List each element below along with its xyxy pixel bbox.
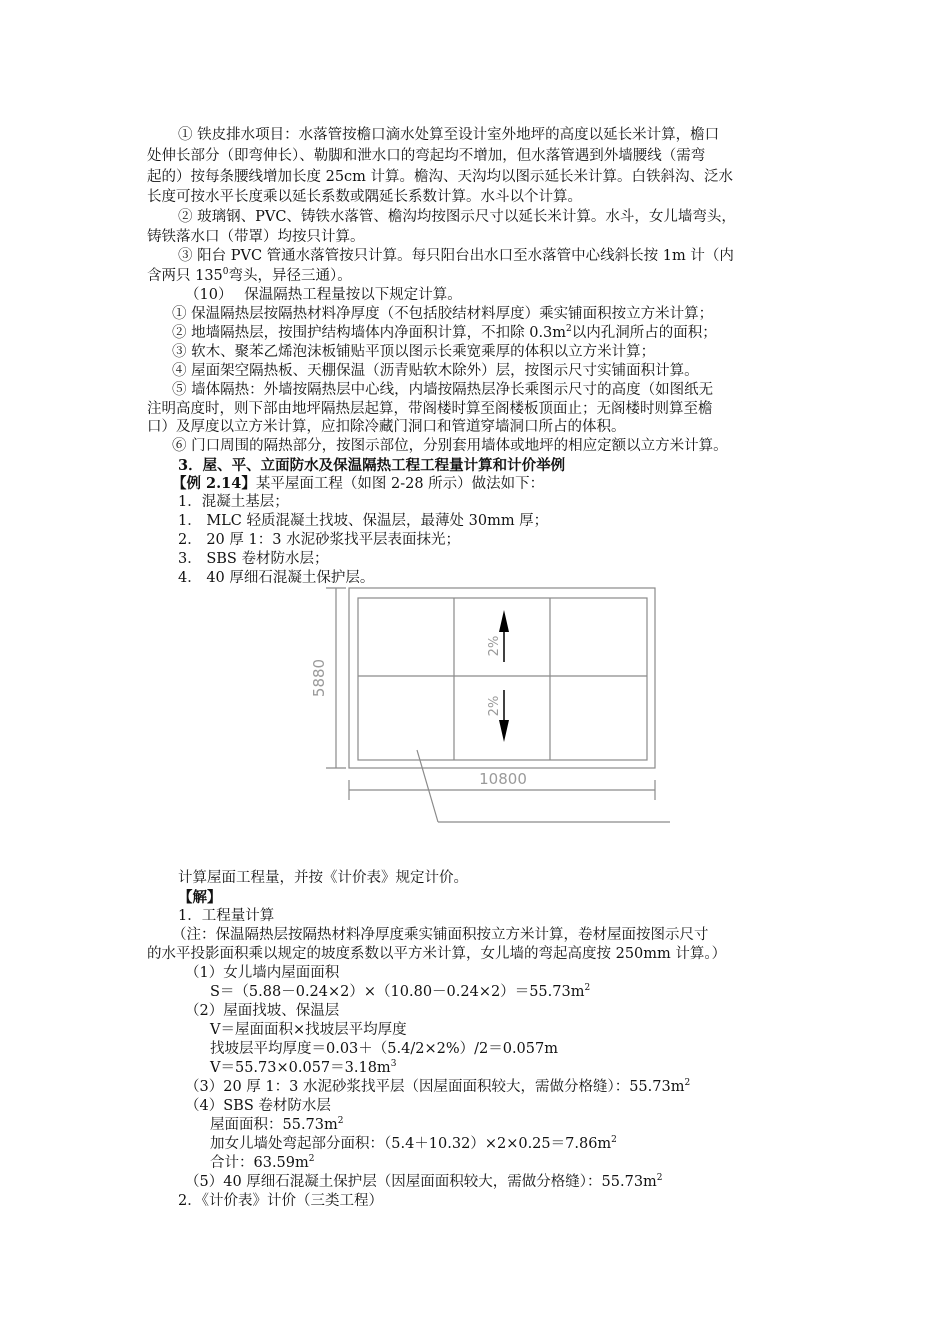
text-line: 的水平投影面积乘以规定的坡度系数以平方米计算，女儿墙的弯起高度按 250mm 计算。）	[147, 946, 727, 962]
leader-line	[417, 750, 438, 822]
text-line: 计算屋面工程量，并按《计价表》规定计价。	[178, 870, 468, 886]
text-span: S＝（5.88－0.24×2）×（10.80－0.24×2）＝55.73m	[210, 984, 585, 1000]
text-span: 以内孔洞所占的面积；	[571, 325, 717, 341]
text-line	[172, 324, 717, 343]
text-span: 某平屋面工程（如图 2-28 所示）做法如下：	[255, 476, 545, 492]
text-line: ⑥ 门口周围的隔热部分，按图示部位，分别套用墙体或地坪的相应定额以立方米计算。	[172, 438, 728, 454]
superscript: 2	[308, 1154, 315, 1165]
text-span: 加女儿墙处弯起部分面积：（5.4＋10.32）×2×0.25＝7.86m	[210, 1136, 612, 1152]
superscript: 2	[684, 1078, 691, 1089]
superscript: 2	[611, 1135, 617, 1146]
text-line: 1．工程量计算	[178, 908, 275, 924]
text-span: 合计：63.59m	[210, 1155, 309, 1171]
superscript: 2	[337, 1116, 344, 1127]
text-span: 含两只 135	[147, 268, 223, 284]
text-span: （5）40 厚细石混凝土保护层（因屋面面积较大，需做分格缝）：55.73m	[185, 1174, 657, 1190]
text-line: 铸铁落水口（带罩）均按只计算。	[147, 229, 365, 245]
text-line: ① 铁皮排水项目：水落管按檐口滴水处算至设计室外地坪的高度以延长米计算，檐口	[178, 127, 720, 143]
text-line	[147, 267, 352, 286]
text-span: V＝55.73×0.057＝3.18m	[210, 1060, 391, 1076]
text-line: 处伸长部分（即弯伸长）、勒脚和泄水口的弯起均不增加，但水落管遇到外墙腰线（需弯	[147, 148, 706, 164]
text-line: ② 玻璃钢、PVC、铸铁水落管、檐沟均按图示尺寸以延长米计算。水斗，女儿墙弯头，	[178, 209, 736, 225]
superscript: 2	[584, 983, 591, 994]
slope-label-top: 2%	[487, 635, 502, 657]
parapet-outer-outline	[349, 588, 655, 768]
text-line: （4）SBS 卷材防水层	[185, 1098, 331, 1114]
list-item: 2． 20 厚 1：3 水泥砂浆找平层表面抹光；	[178, 532, 461, 548]
text-line	[210, 1059, 396, 1078]
list-item: 1． MLC 轻质混凝土找坡、保温层，最薄处 30mm 厚；	[178, 513, 549, 529]
text-line	[185, 1078, 690, 1097]
text-span: 屋面面积：55.73m	[210, 1117, 338, 1133]
text-line: ① 保温隔热层按隔热材料净厚度（不包括胶结材料厚度）乘实铺面积按立方米计算；	[172, 306, 714, 322]
superscript: 0	[222, 267, 229, 278]
text-line: 起的）按每条腰线增加长度 25cm 计算。檐沟、天沟均以图示延长米计算。白铁斜沟、泛水	[147, 169, 734, 185]
text-line: 2．《计价表》计价（三类工程）	[178, 1193, 383, 1209]
text-line	[210, 1135, 617, 1154]
text-line	[185, 1173, 663, 1192]
list-item: 3． SBS 卷材防水层；	[178, 551, 329, 567]
text-line: （1）女儿墙内屋面面积	[185, 965, 340, 981]
text-line: ③ 软木、聚苯乙烯泡沫板铺贴平顶以图示长乘宽乘厚的体积以立方米计算；	[172, 344, 656, 360]
list-item: 4． 40 厚细石混凝土保护层。	[178, 570, 375, 586]
text-line	[210, 983, 590, 1002]
text-line	[210, 1154, 315, 1173]
example-label: 【例 2.14】	[172, 475, 256, 492]
text-line: （注：保温隔热层按隔热材料净厚度乘实铺面积按立方米计算，卷材屋面按图示尺寸	[172, 927, 709, 943]
text-line: ④ 屋面架空隔热板、天棚保温（沥青贴软木除外）层，按图示尺寸实铺面积计算。	[172, 363, 699, 379]
arrow-head-up-icon	[499, 610, 509, 632]
arrow-head-down-icon	[499, 720, 509, 742]
text-line: ③ 阳台 PVC 管通水落管按只计算。每只阳台出水口至水落管中心线斜长按 1m 计（内	[178, 248, 734, 264]
list-item: 1．混凝土基层；	[178, 494, 289, 510]
text-line: 找坡层平均厚度＝0.03＋（5.4/2×2%）/2＝0.057m	[210, 1041, 558, 1057]
text-span: 弯头，异径三通）。	[228, 268, 352, 284]
text-line	[210, 1116, 344, 1135]
text-line: V＝屋面面积×找坡层平均厚度	[210, 1022, 407, 1038]
solution-label: 【解】	[178, 889, 222, 906]
superscript: 3	[390, 1059, 397, 1070]
dim-label-height: 5880	[310, 658, 328, 698]
text-line: 注明高度时，则下部由地坪隔热层起算，带阁楼时算至阁楼板顶面止；无阁楼时则算至檐	[147, 401, 713, 417]
text-line: ⑤ 墙体隔热：外墙按隔热层中心线，内墙按隔热层净长乘图示尺寸的高度（如图纸无	[172, 382, 714, 398]
superscript: 2	[566, 324, 572, 335]
roof-plan-figure	[300, 586, 680, 826]
section-heading: 3．屋、平、立面防水及保温隔热工程工程量计算和计价举例	[178, 457, 566, 474]
text-line: 口）及厚度以立方米计算，应扣除冷藏门洞口和管道穿墙洞口所占的体积。	[147, 419, 626, 435]
text-span: ② 地墙隔热层，按围护结构墙体内净面积计算，不扣除 0.3m	[172, 325, 567, 341]
superscript: 2	[656, 1173, 663, 1184]
slope-label-bottom: 2%	[487, 695, 502, 717]
text-line: 长度可按水平长度乘以延长系数或隅延长系数计算。水斗以个计算。	[147, 189, 582, 205]
dim-label-width: 10800	[479, 770, 527, 788]
text-line: （10） 保温隔热工程量按以下规定计算。	[185, 287, 462, 303]
text-line: （2）屋面找坡、保温层	[185, 1003, 340, 1019]
text-span: （3）20 厚 1：3 水泥砂浆找平层（因屋面面积较大，需做分格缝）：55.73m	[185, 1079, 685, 1095]
text-line	[172, 474, 544, 494]
